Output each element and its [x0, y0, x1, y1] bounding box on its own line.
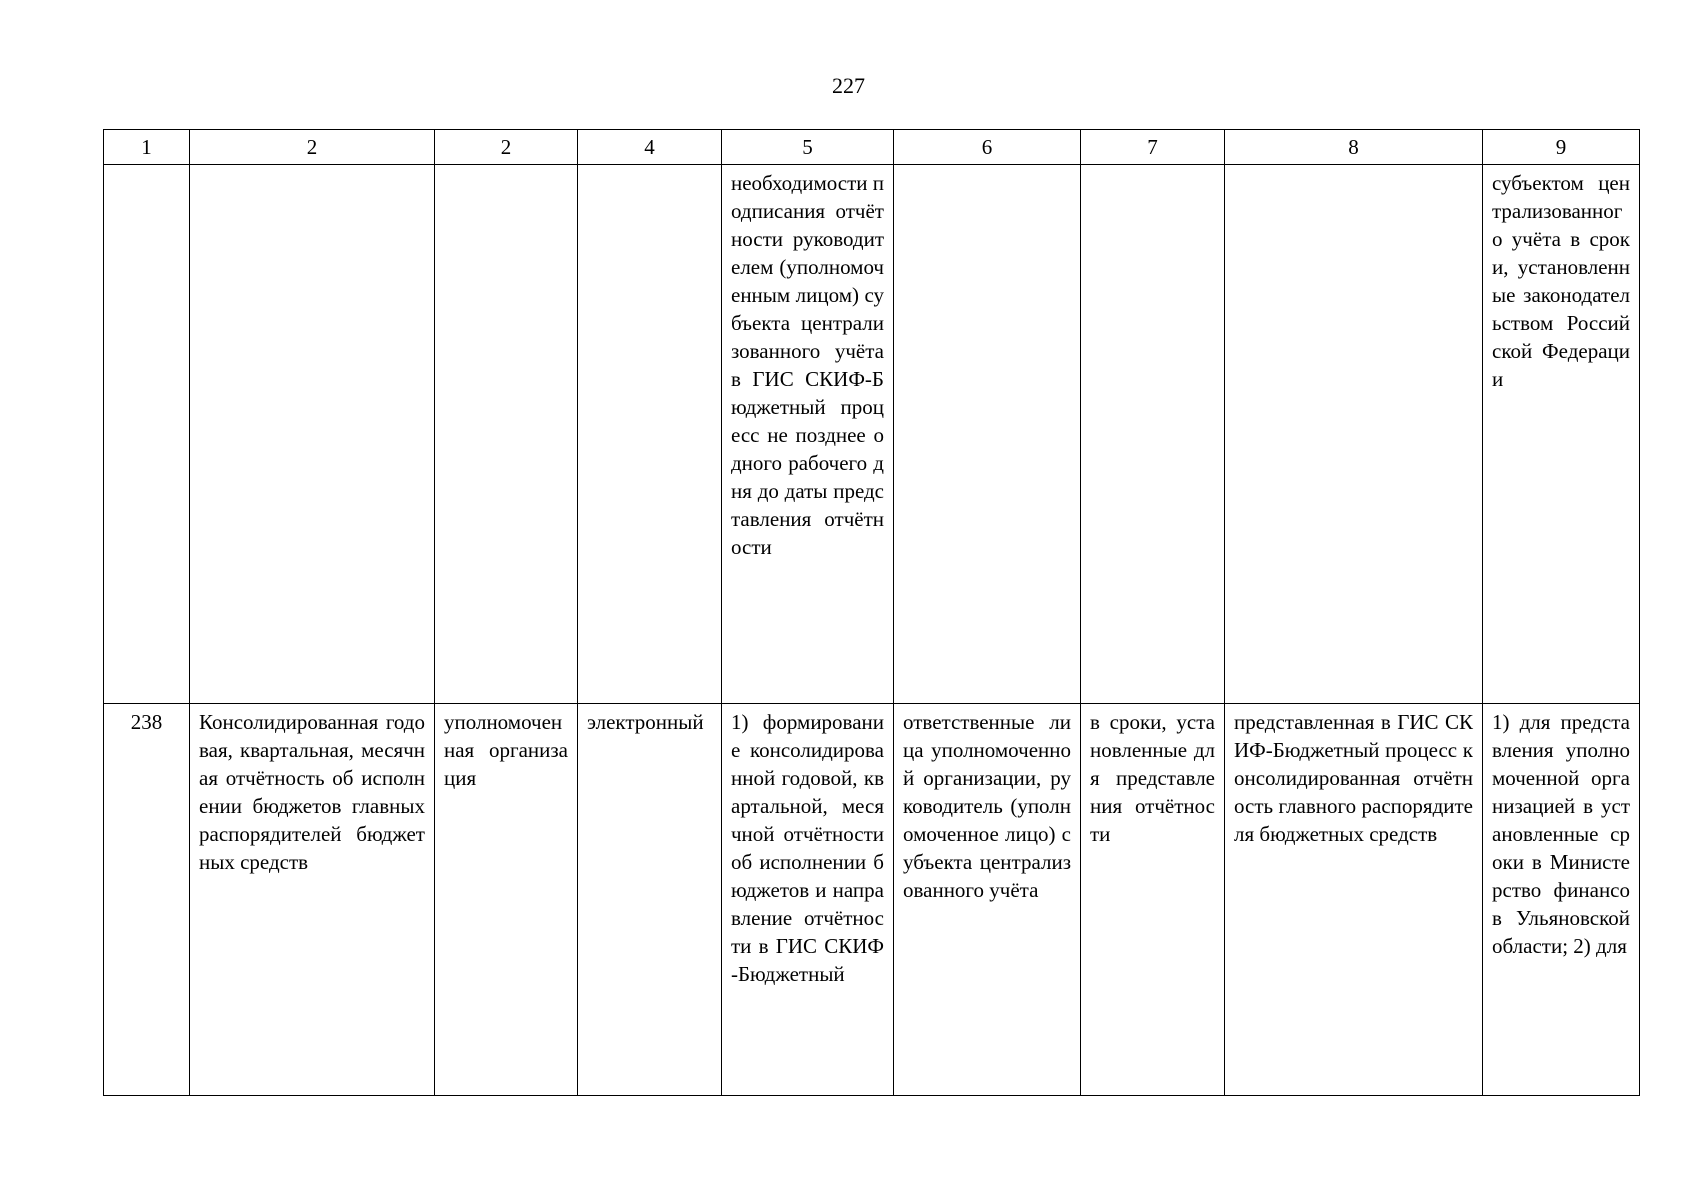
- table-cell-responsible: [435, 165, 578, 704]
- table-row: [104, 165, 1640, 704]
- table-cell-name: Консолидированная годовая, квартальная, месячная отчётность об исполнении бюджетов главных распорядителей бюджетных средств: [190, 704, 435, 1096]
- table-cell-form: электронный: [578, 704, 722, 1096]
- column-header-1: 1: [104, 130, 190, 165]
- table-cell-name: [190, 165, 435, 704]
- table-cell-number: 238: [104, 704, 190, 1096]
- table-cell-procedure: необходимости подписания отчётности руководителем (уполномоченным лицом) субъекта централизованного учёта в ГИС СКИФ-Бюджетный процесс не позднее одного рабочего дня до даты представления отчётности: [722, 165, 894, 704]
- header-row: [104, 130, 1640, 165]
- column-header-6: 6: [894, 130, 1081, 165]
- table-cell-deadline: [1081, 165, 1225, 704]
- table-cell-result: представленная в ГИС СКИФ-Бюджетный процесс консолидированная отчётность главного распорядителя бюджетных средств: [1225, 704, 1483, 1096]
- column-header-4: 4: [578, 130, 722, 165]
- column-header-7: 7: [1081, 130, 1225, 165]
- table-cell-purpose: 1) для представления уполномоченной организацией в установленные сроки в Министерство финансов Ульяновской области; 2) для: [1483, 704, 1640, 1096]
- table-cell-procedure: 1) формирование консолидированной годовой, квартальной, месячной отчётности об исполнении бюджетов и направление отчётности в ГИС СКИФ-Бюджетный: [722, 704, 894, 1096]
- table-cell-persons: [894, 165, 1081, 704]
- table-cell-purpose: субъектом централизованного учёта в сроки, установленные законодательством Российской Федерации: [1483, 165, 1640, 704]
- page-number: 227: [832, 73, 865, 98]
- table-cell-number: [104, 165, 190, 704]
- document-table: [103, 129, 1640, 1096]
- column-header-9: 9: [1483, 130, 1640, 165]
- table-cell-result: [1225, 165, 1483, 704]
- column-header-8: 8: [1225, 130, 1483, 165]
- table-row: [104, 704, 1640, 1096]
- table-cell-deadline: в сроки, установленные для представления отчётности: [1081, 704, 1225, 1096]
- table-cell-form: [578, 165, 722, 704]
- column-header-5: 5: [722, 130, 894, 165]
- column-header-3: 2: [435, 130, 578, 165]
- column-header-2: 2: [190, 130, 435, 165]
- table-cell-responsible: уполномоченная организация: [435, 704, 578, 1096]
- table-cell-persons: ответственные лица уполномоченной организации, руководитель (уполномоченное лицо) субъекта централизованного учёта: [894, 704, 1081, 1096]
